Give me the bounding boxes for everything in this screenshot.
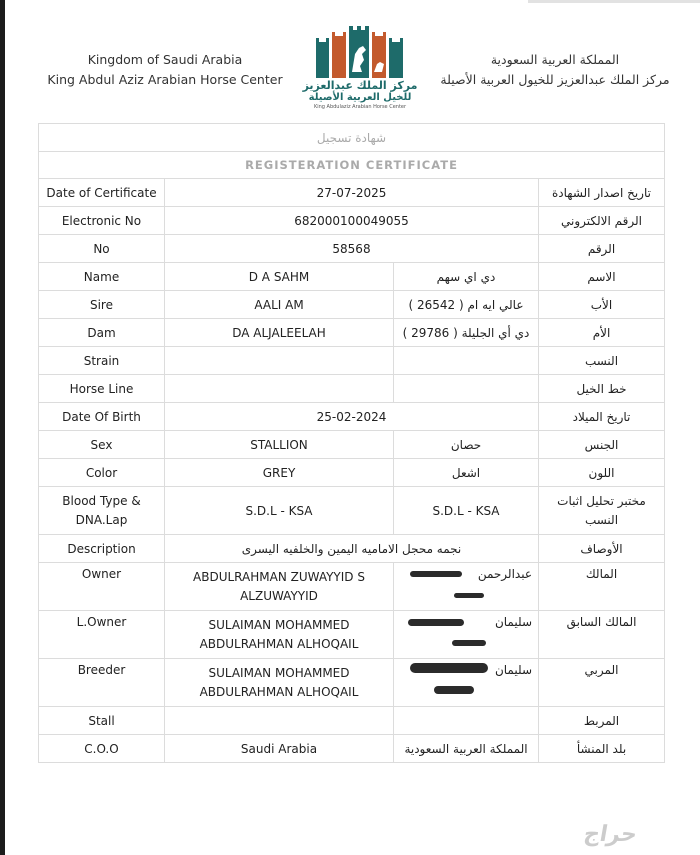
field-label-en: Date of Certificate	[39, 179, 165, 207]
blood-type-label-line1: Blood Type &	[62, 493, 141, 508]
field-label-en	[39, 487, 165, 535]
name-value-en: D A SAHM	[165, 263, 394, 291]
owner-value-line2: ALZUWAYYID	[240, 588, 318, 603]
sire-value-ar: عالي ايه ام ( 26542 )	[394, 291, 539, 319]
table-row	[39, 235, 665, 263]
horse-line-value-ar	[394, 375, 539, 403]
field-label-en: Sex	[39, 431, 165, 459]
logo-english: King Abdulaziz Arabian Horse Center	[313, 104, 407, 110]
horse-line-value-en	[165, 375, 394, 403]
breeder-value-ar	[394, 659, 539, 707]
field-label-ar: الرقم الالكتروني	[539, 207, 665, 235]
field-label-en: Owner	[39, 563, 165, 611]
redaction-scribble	[410, 663, 488, 673]
field-label-ar: المربي	[539, 659, 665, 707]
logo-caption	[300, 80, 420, 110]
breeder-value-line1: SULAIMAN MOHAMMED	[208, 665, 350, 680]
redaction-scribble	[434, 686, 474, 694]
field-label-ar: المربط	[539, 707, 665, 735]
field-label-ar: بلد المنشأ	[539, 735, 665, 763]
sire-value-en: AALI AM	[165, 291, 394, 319]
l-owner-name-ar: سليمان	[494, 615, 532, 629]
coo-value-en: Saudi Arabia	[165, 735, 394, 763]
stall-value-ar	[394, 707, 539, 735]
table-row	[39, 319, 665, 347]
date-of-certificate-value: 27-07-2025	[165, 179, 539, 207]
table-row	[39, 431, 665, 459]
table-row	[39, 375, 665, 403]
site-watermark: حراج	[581, 822, 640, 847]
field-label-ar: الأوصاف	[539, 535, 665, 563]
left-edge-bar	[0, 0, 5, 855]
color-value-en: GREY	[165, 459, 394, 487]
center-name-ar: مركز الملك عبدالعزيز للخيول العربية الأصيلة	[440, 72, 670, 87]
stall-value-en	[165, 707, 394, 735]
table-row	[39, 459, 665, 487]
field-label-en: Strain	[39, 347, 165, 375]
blood-type-label-line2: DNA.Lap	[75, 512, 128, 527]
field-label-en: Breeder	[39, 659, 165, 707]
field-label-en: Electronic No	[39, 207, 165, 235]
field-label-ar: خط الخيل	[539, 375, 665, 403]
field-label-ar: اللون	[539, 459, 665, 487]
field-label-en: Name	[39, 263, 165, 291]
field-label-ar	[539, 487, 665, 535]
sex-value-ar: حصان	[394, 431, 539, 459]
field-label-ar: الرقم	[539, 235, 665, 263]
title-row-en	[39, 152, 665, 179]
breeder-name-ar: سليمان	[494, 663, 532, 677]
l-owner-value-ar	[394, 611, 539, 659]
table-row	[39, 535, 665, 563]
logo-arabic-line2: للخيل العربية الأصيلة	[308, 92, 412, 103]
field-label-ar: الجنس	[539, 431, 665, 459]
kingdom-ar: المملكة العربية السعودية	[490, 52, 620, 67]
description-value: نجمه محجل الاماميه اليمين والخلفيه اليسرى	[165, 535, 539, 563]
table-row	[39, 487, 665, 535]
dam-value-en: DA ALJALEELAH	[165, 319, 394, 347]
field-label-ar: تاريخ الميلاد	[539, 403, 665, 431]
table-row	[39, 291, 665, 319]
l-owner-value-line2: ABDULRAHMAN ALHOQAIL	[199, 636, 359, 651]
field-label-ar: النسب	[539, 347, 665, 375]
field-label-en: Date Of Birth	[39, 403, 165, 431]
sex-value-en: STALLION	[165, 431, 394, 459]
top-edge-line	[528, 0, 700, 3]
field-label-ar: الأم	[539, 319, 665, 347]
table-row	[39, 403, 665, 431]
field-label-en: Sire	[39, 291, 165, 319]
logo-arabic-line1: مركز الملك عبدالعزيز	[302, 79, 418, 92]
name-value-ar: دي اي سهم	[394, 263, 539, 291]
registration-certificate-table	[38, 123, 665, 763]
field-label-ar: تاريخ اصدار الشهادة	[539, 179, 665, 207]
table-row	[39, 179, 665, 207]
field-label-en: C.O.O	[39, 735, 165, 763]
blood-type-value-ar: S.D.L - KSA	[394, 487, 539, 535]
table-row	[39, 563, 665, 611]
certificate-title-ar: شهادة تسجيل	[39, 124, 665, 152]
strain-value-en	[165, 347, 394, 375]
field-label-en: Dam	[39, 319, 165, 347]
blood-type-value-en: S.D.L - KSA	[165, 487, 394, 535]
table-row	[39, 659, 665, 707]
l-owner-value-line1: SULAIMAN MOHAMMED	[208, 617, 350, 632]
field-label-ar: الاسم	[539, 263, 665, 291]
certificate-title-en: REGISTERATION CERTIFICATE	[39, 152, 665, 179]
field-label-ar: المالك السابق	[539, 611, 665, 659]
dam-value-ar: دي أي الجليلة ( 29786 )	[394, 319, 539, 347]
electronic-no-value: 682000100049055	[165, 207, 539, 235]
table-row	[39, 707, 665, 735]
redaction-scribble	[408, 619, 464, 626]
owner-value-line1: ABDULRAHMAN ZUWAYYID S	[193, 569, 365, 584]
field-label-ar: المالك	[539, 563, 665, 611]
table-row	[39, 735, 665, 763]
redaction-scribble	[452, 640, 486, 646]
field-label-en: Horse Line	[39, 375, 165, 403]
owner-value-en	[165, 563, 394, 611]
table-row	[39, 347, 665, 375]
l-owner-value-en	[165, 611, 394, 659]
field-label-ar: الأب	[539, 291, 665, 319]
owner-name-ar: عبدالرحمن	[477, 567, 532, 581]
strain-value-ar	[394, 347, 539, 375]
breeder-value-line2: ABDULRAHMAN ALHOQAIL	[199, 684, 359, 699]
no-value: 58568	[165, 235, 539, 263]
field-label-en: Description	[39, 535, 165, 563]
breeder-value-en	[165, 659, 394, 707]
redaction-scribble	[410, 571, 462, 577]
blood-type-label-ar-line1: مختبر تحليل اثبات	[557, 493, 646, 508]
field-label-en: No	[39, 235, 165, 263]
color-value-ar: اشعل	[394, 459, 539, 487]
field-label-en: L.Owner	[39, 611, 165, 659]
owner-value-ar	[394, 563, 539, 611]
field-label-en: Color	[39, 459, 165, 487]
redaction-scribble	[454, 593, 484, 598]
blood-type-label-ar-line2: النسب	[584, 512, 619, 527]
table-row	[39, 207, 665, 235]
date-of-birth-value: 25-02-2024	[165, 403, 539, 431]
table-row	[39, 611, 665, 659]
title-row-ar	[39, 124, 665, 152]
header-english	[40, 50, 290, 90]
coo-value-ar: المملكة العربية السعودية	[394, 735, 539, 763]
header-arabic	[430, 50, 680, 90]
field-label-en: Stall	[39, 707, 165, 735]
center-name-en: King Abdul Aziz Arabian Horse Center	[47, 72, 283, 87]
kingdom-en: Kingdom of Saudi Arabia	[87, 52, 243, 67]
table-row	[39, 263, 665, 291]
